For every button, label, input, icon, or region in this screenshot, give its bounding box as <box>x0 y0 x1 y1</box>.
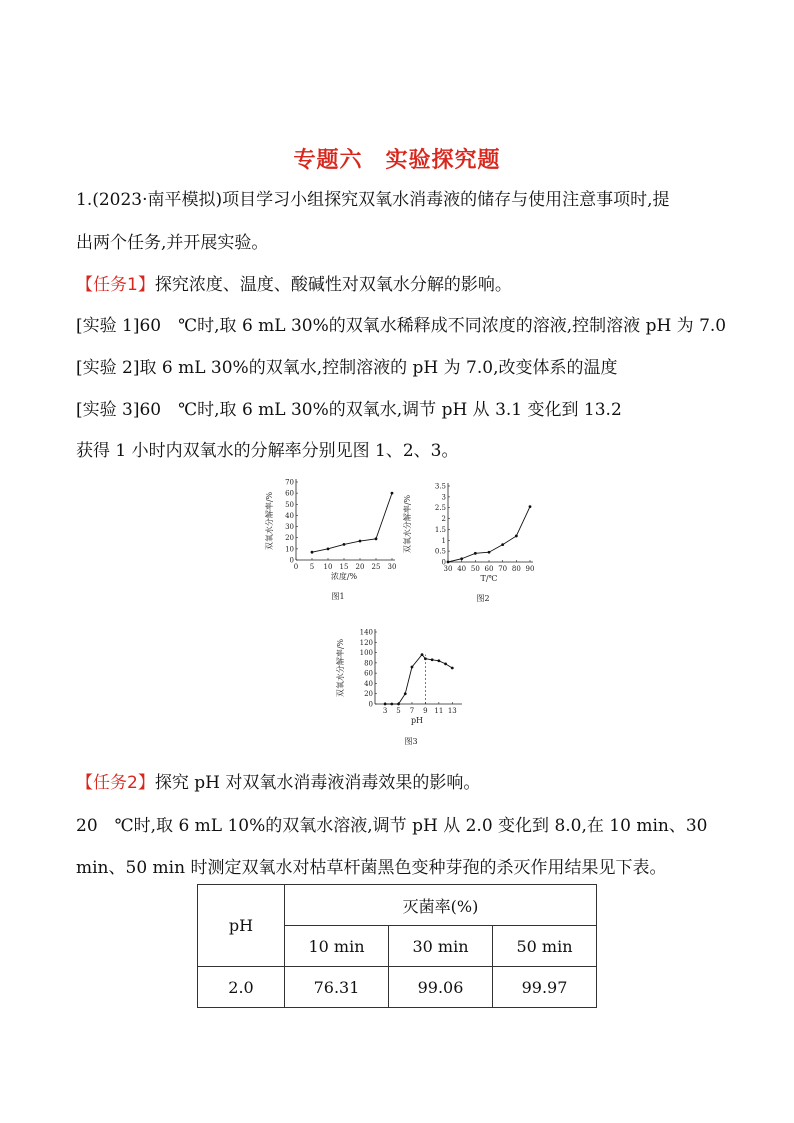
header-rate: 灭菌率(%) <box>285 885 597 926</box>
figure-caption: 图2 <box>476 594 490 603</box>
header-time: 10 min <box>285 926 389 967</box>
x-axis-label: T/℃ <box>480 574 498 583</box>
y-tick-label: 0 <box>289 556 294 565</box>
y-tick-label: 50 <box>285 500 294 509</box>
data-point <box>444 662 447 665</box>
paragraph2-line2: min、50 min 时测定双氧水对枯草杆菌黑色变种芽孢的杀灭作用结果见下表。 <box>76 858 667 878</box>
x-tick-label: 40 <box>457 565 467 573</box>
data-point <box>391 492 394 495</box>
y-tick-label: 0 <box>368 700 373 709</box>
figure-caption: 图1 <box>331 592 345 601</box>
data-point <box>390 703 393 706</box>
data-point <box>397 703 400 706</box>
x-axis-label: pH <box>410 716 424 725</box>
x-tick-label: 3 <box>382 707 388 715</box>
y-tick-label: 20 <box>285 534 294 543</box>
y-tick-label: 0.5 <box>434 547 446 556</box>
data-point <box>447 561 450 564</box>
y-tick-label: 120 <box>359 638 373 647</box>
x-tick-label: 5 <box>309 563 315 571</box>
data-point <box>431 658 434 661</box>
experiment-1: [实验 1]60 ℃时,取 6 mL 30%的双氧水稀释成不同浓度的溶液,控制溶液 pH 为 7.0 <box>76 316 727 336</box>
x-axis-label: 浓度/% <box>330 572 358 581</box>
data-point <box>460 557 463 560</box>
task1-line <box>76 273 512 297</box>
y-tick-label: 1.5 <box>434 525 446 534</box>
y-tick-label: 80 <box>364 659 373 668</box>
y-axis-label: 双氧水分解率/% <box>265 491 274 551</box>
data-point <box>424 657 427 660</box>
y-tick-label: 140 <box>359 628 373 637</box>
table-row <box>198 967 597 1008</box>
data-point <box>501 543 504 546</box>
data-point <box>411 666 414 669</box>
x-tick-label: 20 <box>355 563 365 571</box>
x-tick-label: 11 <box>434 707 444 715</box>
data-point <box>451 667 454 670</box>
x-tick-label: 60 <box>484 565 494 573</box>
y-axis-label: 双氧水分解率/% <box>403 494 412 554</box>
y-tick-label: 60 <box>285 489 294 498</box>
experiment-2: [实验 2]取 6 mL 30%的双氧水,控制溶液的 pH 为 7.0,改变体系的温度 <box>76 358 618 378</box>
task2-text: 探究 pH 对双氧水消毒液消毒效果的影响。 <box>154 773 481 793</box>
y-tick-label: 100 <box>359 649 373 658</box>
y-tick-label: 70 <box>285 478 294 487</box>
row-ph: 2.0 <box>198 967 285 1008</box>
x-tick-label: 50 <box>470 565 480 573</box>
task2-tag: 【任务2】 <box>76 773 155 793</box>
figure-caption: 图3 <box>404 737 418 746</box>
figure-2-chart <box>400 476 545 606</box>
y-tick-label: 10 <box>285 545 294 554</box>
y-tick-label: 40 <box>285 511 294 520</box>
y-tick-label: 3 <box>441 493 446 502</box>
task1-tag: 【任务1】 <box>76 275 155 295</box>
result-line: 获得 1 小时内双氧水的分解率分别见图 1、2、3。 <box>76 441 459 461</box>
header-time: 30 min <box>389 926 493 967</box>
x-tick-label: 13 <box>447 707 457 715</box>
data-point <box>375 537 378 540</box>
data-point <box>515 535 518 538</box>
data-point <box>437 659 440 662</box>
x-tick-label: 80 <box>511 565 521 573</box>
y-tick-label: 2.5 <box>434 504 446 513</box>
y-tick-label: 30 <box>285 523 294 532</box>
experiment-3: [实验 3]60 ℃时,取 6 mL 30%的双氧水,调节 pH 从 3.1 变化到 13.2 <box>76 400 622 420</box>
page-title: 专题六 实验探究题 <box>293 148 501 173</box>
data-point <box>421 653 424 656</box>
series-line <box>448 507 530 562</box>
series-line <box>385 655 452 704</box>
x-tick-label: 30 <box>443 565 453 573</box>
data-point <box>327 547 330 550</box>
x-tick-label: 25 <box>371 563 381 571</box>
data-point <box>529 505 532 508</box>
x-tick-label: 70 <box>498 565 508 573</box>
task1-text: 探究浓度、温度、酸碱性对双氧水分解的影响。 <box>154 275 512 295</box>
data-point <box>384 703 387 706</box>
row-value: 99.97 <box>493 967 597 1008</box>
y-tick-label: 1 <box>441 536 446 545</box>
data-point <box>474 552 477 555</box>
y-tick-label: 0 <box>441 558 446 567</box>
row-value: 76.31 <box>285 967 389 1008</box>
y-tick-label: 20 <box>364 690 373 699</box>
figure-1-chart <box>262 476 402 606</box>
data-point <box>311 551 314 554</box>
sterilization-table <box>197 884 597 1008</box>
row-value: 99.06 <box>389 967 493 1008</box>
y-tick-label: 2 <box>441 515 446 524</box>
x-tick-label: 30 <box>387 563 397 571</box>
y-tick-label: 40 <box>364 679 373 688</box>
q1-intro-line1: 1.(2023·南平模拟)项目学习小组探究双氧水消毒液的储存与使用注意事项时,提 <box>76 190 670 210</box>
data-point <box>359 540 362 543</box>
data-point <box>343 543 346 546</box>
figure-3-chart <box>333 624 468 750</box>
series-line <box>312 493 392 552</box>
header-time: 50 min <box>493 926 597 967</box>
x-tick-label: 9 <box>423 707 428 715</box>
q1-intro-line2: 出两个任务,并开展实验。 <box>76 233 269 253</box>
y-axis-label: 双氧水分解率/% <box>336 638 345 698</box>
paragraph2-line1: 20 ℃时,取 6 mL 10%的双氧水溶液,调节 pH 从 2.0 变化到 8.0,在 10 min、30 <box>76 816 708 836</box>
task2-line <box>76 771 480 795</box>
x-tick-label: 5 <box>396 707 401 715</box>
y-tick-label: 3.5 <box>434 482 446 491</box>
x-tick-label: 10 <box>323 563 333 571</box>
data-point <box>404 692 407 695</box>
x-tick-label: 90 <box>525 565 535 573</box>
data-point <box>488 551 491 554</box>
x-tick-label: 7 <box>409 707 415 715</box>
header-ph: pH <box>198 885 285 967</box>
y-tick-label: 60 <box>364 669 373 678</box>
x-tick-label: 0 <box>293 563 299 571</box>
x-tick-label: 15 <box>339 563 349 571</box>
